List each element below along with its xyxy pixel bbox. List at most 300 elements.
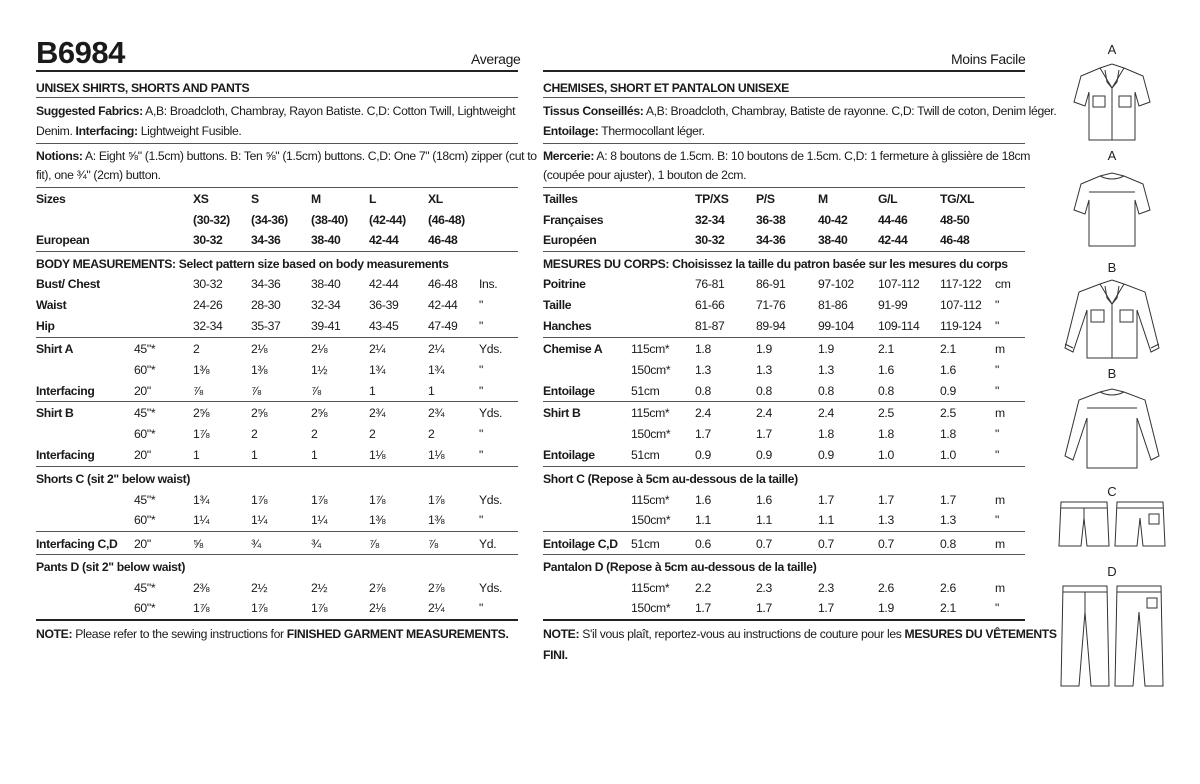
- shirt-b-long-sleeve-back-icon: [1065, 389, 1159, 468]
- yardage-label: Shirt A: [36, 342, 74, 356]
- rule: [543, 531, 1025, 532]
- yardage-value: 2: [311, 427, 318, 441]
- yardage-value: 1.9: [878, 601, 894, 615]
- taille-header: G/L: [878, 192, 898, 206]
- yardage-label: Shirt B: [543, 406, 581, 420]
- difficulty-level-en: Average: [471, 51, 521, 67]
- label: Tissus Conseillés:: [543, 104, 644, 118]
- entoilage-value: 1.0: [878, 448, 894, 462]
- label: NOTE:: [36, 627, 73, 641]
- yardage-value: 1.3: [695, 363, 711, 377]
- entoilage-label: Entoilage C,D: [543, 537, 618, 551]
- body-row-label: Waist: [36, 298, 67, 312]
- garment-label-d: D: [1107, 564, 1117, 579]
- body-row-label: Hip: [36, 319, 55, 333]
- shorts-c-front-back-icon: [1059, 502, 1165, 546]
- body-value: 117-122: [940, 277, 982, 291]
- size-header: XL: [428, 192, 443, 206]
- text: Please refer to the sewing instructions for: [72, 627, 287, 641]
- unit: ": [479, 427, 483, 441]
- mercerie-line2: (coupée pour ajuster), 1 bouton de 2cm.: [543, 168, 747, 182]
- taille-francaise: 32-34: [695, 213, 725, 227]
- rule: [543, 466, 1025, 467]
- text: A: Eight ⅝" (1.5cm) buttons. B: Ten ⅝" (1.5cm) buttons. C,D: One 7" (18cm) zipper (cut to: [82, 149, 537, 163]
- unit: ": [995, 513, 999, 527]
- yardage-value: 2⅛: [251, 342, 268, 356]
- yardage-value: 2: [193, 342, 200, 356]
- entoilage-value: 0.8: [756, 384, 772, 398]
- label: Interfacing:: [72, 124, 138, 138]
- yardage-value: 1.7: [818, 493, 834, 507]
- yardage-value: 1.8: [878, 427, 894, 441]
- section-title-en: UNISEX SHIRTS, SHORTS AND PANTS: [36, 81, 250, 95]
- yardage-value: 2.4: [695, 406, 711, 420]
- body-value: 42-44: [369, 277, 399, 291]
- yardage-value: 2⅝: [251, 406, 268, 420]
- interfacing-value: 1: [428, 384, 435, 398]
- yardage-value: 2⅜: [193, 581, 210, 595]
- body-row-label: Taille: [543, 298, 572, 312]
- fabric-width: 150cm*: [631, 363, 671, 377]
- entoilage-value: 0.8: [878, 384, 894, 398]
- text: A,B: Broadcloth, Chambray, Rayon Batiste. C,D: Cotton Twill, Lightweight: [142, 104, 516, 118]
- yardage-value: 1.7: [940, 493, 956, 507]
- yardage-value: 1⅜: [428, 513, 445, 527]
- fabric-width: 45"*: [134, 342, 156, 356]
- fabric-width: 51cm: [631, 384, 660, 398]
- size-header: XS: [193, 192, 209, 206]
- yardage-value: 2: [369, 427, 376, 441]
- fabric-width: 20": [134, 537, 151, 551]
- taille-header: TP/XS: [695, 192, 729, 206]
- yardage-value: 1¾: [369, 363, 386, 377]
- taille-europeenne: 46-48: [940, 233, 970, 247]
- sizes-label: Sizes: [36, 192, 66, 206]
- body-value: 76-81: [695, 277, 725, 291]
- interfacing-value: ⅞: [428, 537, 438, 551]
- yardage-value: 2.1: [940, 342, 956, 356]
- entoilage-value: 0.9: [695, 448, 711, 462]
- rule: [543, 70, 1025, 72]
- unit: ": [479, 513, 483, 527]
- size-header: M: [311, 192, 321, 206]
- mesures-du-corps-heading: MESURES DU CORPS: Choisissez la taille du patron basée sur les mesures du corps: [543, 257, 1008, 271]
- body-value: 39-41: [311, 319, 341, 333]
- unit: cm: [995, 277, 1011, 291]
- body-value: 28-30: [251, 298, 281, 312]
- garment-label-c: C: [1107, 484, 1117, 499]
- body-value: 30-32: [193, 277, 223, 291]
- entoilage-label: Entoilage: [543, 448, 595, 462]
- yardage-value: 1.7: [695, 427, 711, 441]
- interfacing-value: ⅝: [193, 537, 203, 551]
- yardage-value: 2⅛: [311, 342, 328, 356]
- tissus-conseilles: [543, 104, 1056, 118]
- text: Lightweight Fusible.: [137, 124, 242, 138]
- yardage-value: 1.7: [818, 601, 834, 615]
- body-value: 107-112: [878, 277, 920, 291]
- rule: [543, 554, 1025, 555]
- yardage-value: 1.8: [940, 427, 956, 441]
- yardage-value: 1⅞: [251, 493, 268, 507]
- taille-francaise: 44-46: [878, 213, 908, 227]
- yardage-value: 1⅜: [251, 363, 268, 377]
- body-value: 71-76: [756, 298, 786, 312]
- european-size: 42-44: [369, 233, 399, 247]
- yardage-label: Shirt B: [36, 406, 74, 420]
- fabric-width: 150cm*: [631, 427, 671, 441]
- entoilage-value: 0.8: [818, 384, 834, 398]
- unit: m: [995, 537, 1005, 551]
- interfacing-value: ⅞: [311, 384, 321, 398]
- body-row-label: Bust/ Chest: [36, 277, 100, 291]
- unit: m: [995, 581, 1005, 595]
- unit: Yds.: [479, 581, 502, 595]
- emphasis: MESURES DU VÊTEMENTS: [904, 627, 1057, 641]
- yardage-value: 1.9: [756, 342, 772, 356]
- rule: [543, 619, 1025, 621]
- yardage-value: 1.1: [695, 513, 711, 527]
- yardage-value: 2⅞: [428, 581, 445, 595]
- yardage-value: 1.3: [940, 513, 956, 527]
- garment-label-a2: A: [1107, 148, 1117, 163]
- body-value: 99-104: [818, 319, 854, 333]
- yardage-value: 2.1: [878, 342, 894, 356]
- pattern-number: B6984: [36, 35, 125, 70]
- size-header: S: [251, 192, 259, 206]
- unit: Yds.: [479, 406, 502, 420]
- yardage-value: 1¾: [193, 493, 210, 507]
- european-size: 38-40: [311, 233, 341, 247]
- entoilage-value: 0.7: [878, 537, 894, 551]
- yardage-value: 2¼: [369, 342, 386, 356]
- yardage-label: Pantalon D (Repose à 5cm au-dessous de la taille): [543, 560, 817, 574]
- rule: [543, 143, 1025, 144]
- yardage-label: Pants D (sit 2" below waist): [36, 560, 186, 574]
- label: NOTE:: [543, 627, 580, 641]
- unit: m: [995, 406, 1005, 420]
- fabric-width: 20": [134, 448, 151, 462]
- unit: ": [479, 319, 483, 333]
- unit: ": [479, 448, 483, 462]
- notions-line2: fit), one ¾" (2cm) button.: [36, 168, 161, 182]
- yardage-value: 1.8: [695, 342, 711, 356]
- interfacing-value: 1⅛: [428, 448, 445, 462]
- entoilage-value: 0.8: [695, 384, 711, 398]
- pants-d-front-back-icon: [1061, 586, 1163, 686]
- yardage-value: 2.5: [878, 406, 894, 420]
- francaises-label: Françaises: [543, 213, 604, 227]
- size-range: (38-40): [311, 213, 348, 227]
- taille-francaise: 48-50: [940, 213, 970, 227]
- yardage-value: 1⅞: [311, 493, 328, 507]
- entoilage-note: [543, 124, 705, 138]
- text: Thermocollant léger.: [598, 124, 705, 138]
- yardage-value: 1⅞: [428, 493, 445, 507]
- fabric-width: 115cm*: [631, 581, 670, 595]
- text: Denim.: [36, 124, 73, 138]
- entoilage-value: 0.8: [940, 537, 956, 551]
- emphasis: FINISHED GARMENT MEASUREMENTS.: [286, 627, 509, 641]
- interfacing-value: ¾: [251, 537, 261, 551]
- taille-header: TG/XL: [940, 192, 975, 206]
- yardage-label: Chemise A: [543, 342, 603, 356]
- yardage-value: 1¼: [311, 513, 328, 527]
- body-measurements-heading: BODY MEASUREMENTS: Select pattern size based on body measurements: [36, 257, 449, 271]
- yardage-value: 1¾: [428, 363, 445, 377]
- interfacing-value: ⅞: [251, 384, 261, 398]
- rule: [543, 401, 1025, 402]
- body-value: 86-91: [756, 277, 786, 291]
- yardage-value: 2.3: [756, 581, 772, 595]
- body-value: 119-124: [940, 319, 982, 333]
- body-row-label: Poitrine: [543, 277, 586, 291]
- body-value: 32-34: [193, 319, 223, 333]
- unit: ": [479, 601, 483, 615]
- yardage-value: 1.6: [695, 493, 711, 507]
- yardage-value: 1.6: [756, 493, 772, 507]
- garment-label-a1: A: [1107, 42, 1117, 57]
- yardage-value: 2½: [311, 581, 328, 595]
- unit: Yds.: [479, 342, 502, 356]
- label: Entoilage:: [543, 124, 599, 138]
- taille-francaise: 40-42: [818, 213, 848, 227]
- rule: [543, 337, 1025, 338]
- yardage-value: 2: [428, 427, 435, 441]
- yardage-label: Short C (Repose à 5cm au-dessous de la taille): [543, 472, 798, 486]
- fabric-width: 150cm*: [631, 513, 671, 527]
- rule: [543, 97, 1025, 98]
- unit: ": [995, 427, 999, 441]
- note-fr-line2: FINI.: [543, 648, 568, 662]
- mercerie: [543, 149, 1030, 163]
- shirt-b-long-sleeve-front-icon: [1065, 280, 1159, 358]
- section-title-fr: CHEMISES, SHORT ET PANTALON UNISEXE: [543, 81, 789, 95]
- entoilage-value: 0.9: [818, 448, 834, 462]
- interfacing-value: 1: [311, 448, 318, 462]
- taille-header: M: [818, 192, 828, 206]
- garment-label-b1: B: [1107, 260, 1117, 275]
- garment-illustrations: [1055, 40, 1173, 700]
- yardage-value: 1.1: [756, 513, 772, 527]
- yardage-value: 2⅞: [369, 581, 386, 595]
- body-value: 46-48: [428, 277, 458, 291]
- size-range: (42-44): [369, 213, 406, 227]
- unit: ": [479, 298, 483, 312]
- body-value: 42-44: [428, 298, 458, 312]
- entoilage-value: 0.9: [756, 448, 772, 462]
- body-value: 81-87: [695, 319, 725, 333]
- text: A,B: Broadcloth, Chambray, Batiste de rayonne. C,D: Twill de coton, Denim léger.: [643, 104, 1057, 118]
- entoilage-value: 0.6: [695, 537, 711, 551]
- yardage-value: 1.7: [756, 601, 772, 615]
- yardage-value: 2⅝: [311, 406, 328, 420]
- yardage-value: 1.1: [818, 513, 834, 527]
- yardage-value: 2.4: [818, 406, 834, 420]
- yardage-value: 1⅞: [369, 493, 386, 507]
- entoilage-value: 0.9: [940, 384, 956, 398]
- yardage-value: 1.3: [818, 363, 834, 377]
- size-range: (30-32): [193, 213, 230, 227]
- unit: ": [995, 298, 999, 312]
- unit: ": [995, 319, 999, 333]
- fabric-width: 20": [134, 384, 151, 398]
- unit: ": [479, 384, 483, 398]
- yardage-value: 1¼: [251, 513, 268, 527]
- label: Suggested Fabrics:: [36, 104, 143, 118]
- shirt-a-short-sleeve-back-icon: [1074, 173, 1150, 246]
- entoilage-label: Entoilage: [543, 384, 595, 398]
- yardage-value: 1.8: [818, 427, 834, 441]
- body-value: 34-36: [251, 277, 281, 291]
- fabric-width: 60"*: [134, 601, 156, 615]
- yardage-value: 2: [251, 427, 258, 441]
- unit: Yds.: [479, 493, 502, 507]
- interfacing-label: Interfacing C,D: [36, 537, 118, 551]
- yardage-value: 1⅞: [251, 601, 268, 615]
- yardage-value: 2¾: [369, 406, 386, 420]
- fabric-width: 45"*: [134, 493, 156, 507]
- yardage-value: 1½: [311, 363, 328, 377]
- unit: Yd.: [479, 537, 497, 551]
- unit: m: [995, 342, 1005, 356]
- interfacing-value: ⅞: [193, 384, 203, 398]
- fabric-width: 60"*: [134, 427, 156, 441]
- garment-label-b2: B: [1107, 366, 1117, 381]
- interfacing-value: 1: [193, 448, 200, 462]
- unit: m: [995, 493, 1005, 507]
- fabric-width: 115cm*: [631, 406, 670, 420]
- difficulty-level-fr: Moins Facile: [951, 51, 1026, 67]
- yardage-label: Shorts C (sit 2" below waist): [36, 472, 191, 486]
- europeen-label: Européen: [543, 233, 597, 247]
- yardage-value: 1.3: [878, 513, 894, 527]
- body-value: 109-114: [878, 319, 920, 333]
- body-value: 36-39: [369, 298, 399, 312]
- body-row-label: Hanches: [543, 319, 592, 333]
- european-size: 46-48: [428, 233, 458, 247]
- body-value: 35-37: [251, 319, 281, 333]
- yardage-value: 1.6: [878, 363, 894, 377]
- yardage-value: 1⅞: [193, 601, 210, 615]
- yardage-value: 2.6: [940, 581, 956, 595]
- taille-europeenne: 42-44: [878, 233, 908, 247]
- body-value: 32-34: [311, 298, 341, 312]
- yardage-value: 2.5: [940, 406, 956, 420]
- interfacing-value: 1⅛: [369, 448, 386, 462]
- size-range: (34-36): [251, 213, 288, 227]
- size-range: (46-48): [428, 213, 465, 227]
- european-size: 30-32: [193, 233, 223, 247]
- yardage-value: 1.7: [878, 493, 894, 507]
- taille-europeenne: 34-36: [756, 233, 786, 247]
- size-header: L: [369, 192, 377, 206]
- entoilage-value: 1.0: [940, 448, 956, 462]
- taille-europeenne: 30-32: [695, 233, 725, 247]
- fabric-width: 60"*: [134, 513, 156, 527]
- body-value: 97-102: [818, 277, 854, 291]
- european-label: European: [36, 233, 90, 247]
- body-value: 91-99: [878, 298, 908, 312]
- fabric-width: 45"*: [134, 406, 156, 420]
- yardage-value: 1.7: [756, 427, 772, 441]
- taille-header: P/S: [756, 192, 775, 206]
- yardage-value: 2⅝: [193, 406, 210, 420]
- yardage-value: 2.1: [940, 601, 956, 615]
- body-value: 24-26: [193, 298, 223, 312]
- text: A: 8 boutons de 1.5cm. B: 10 boutons de 1.5cm. C,D: 1 fermeture à glissière de 18cm: [594, 149, 1031, 163]
- yardage-value: 1⅜: [193, 363, 210, 377]
- body-value: 61-66: [695, 298, 725, 312]
- yardage-value: 1⅞: [311, 601, 328, 615]
- taille-europeenne: 38-40: [818, 233, 848, 247]
- yardage-value: 2.2: [695, 581, 711, 595]
- yardage-value: 1.7: [695, 601, 711, 615]
- yardage-value: 1.3: [756, 363, 772, 377]
- unit: ": [995, 601, 999, 615]
- note-fr: [543, 627, 1057, 641]
- fabric-width: 51cm: [631, 448, 660, 462]
- european-size: 34-36: [251, 233, 281, 247]
- unit: ": [995, 384, 999, 398]
- interfacing-value: ¾: [311, 537, 321, 551]
- text: S'il vous plaît, reportez-vous au instructions de couture pour les: [579, 627, 905, 641]
- yardage-value: 1⅞: [193, 427, 210, 441]
- yardage-value: 2¾: [428, 406, 445, 420]
- rule: [543, 251, 1025, 252]
- body-value: 38-40: [311, 277, 341, 291]
- tailles-label: Tailles: [543, 192, 578, 206]
- yardage-value: 2½: [251, 581, 268, 595]
- body-value: 89-94: [756, 319, 786, 333]
- yardage-value: 2⅛: [369, 601, 386, 615]
- yardage-value: 1⅜: [369, 513, 386, 527]
- rule: [543, 187, 1025, 188]
- unit: ": [479, 363, 483, 377]
- body-value: 47-49: [428, 319, 458, 333]
- yardage-value: 2¼: [428, 342, 445, 356]
- unit: Ins.: [479, 277, 498, 291]
- body-value: 107-112: [940, 298, 982, 312]
- unit: ": [995, 448, 999, 462]
- yardage-value: 1.9: [818, 342, 834, 356]
- yardage-value: 1.6: [940, 363, 956, 377]
- taille-francaise: 36-38: [756, 213, 786, 227]
- shirt-a-short-sleeve-front-icon: [1074, 64, 1150, 140]
- interfacing-value: 1: [251, 448, 258, 462]
- fabric-width: 150cm*: [631, 601, 671, 615]
- yardage-value: 2¼: [428, 601, 445, 615]
- interfacing-value: 1: [369, 384, 376, 398]
- fabric-width: 51cm: [631, 537, 660, 551]
- interfacing-label: Interfacing: [36, 384, 95, 398]
- interfacing-label: Interfacing: [36, 448, 95, 462]
- entoilage-value: 0.7: [756, 537, 772, 551]
- body-value: 43-45: [369, 319, 399, 333]
- label: Notions:: [36, 149, 83, 163]
- yardage-value: 2.4: [756, 406, 772, 420]
- yardage-value: 2.6: [878, 581, 894, 595]
- label: Mercerie:: [543, 149, 595, 163]
- interfacing-value: ⅞: [369, 537, 379, 551]
- unit: ": [995, 363, 999, 377]
- fabric-width: 45"*: [134, 581, 156, 595]
- body-value: 81-86: [818, 298, 848, 312]
- entoilage-value: 0.7: [818, 537, 834, 551]
- fabric-width: 60"*: [134, 363, 156, 377]
- fabric-width: 115cm*: [631, 342, 670, 356]
- yardage-value: 1¼: [193, 513, 210, 527]
